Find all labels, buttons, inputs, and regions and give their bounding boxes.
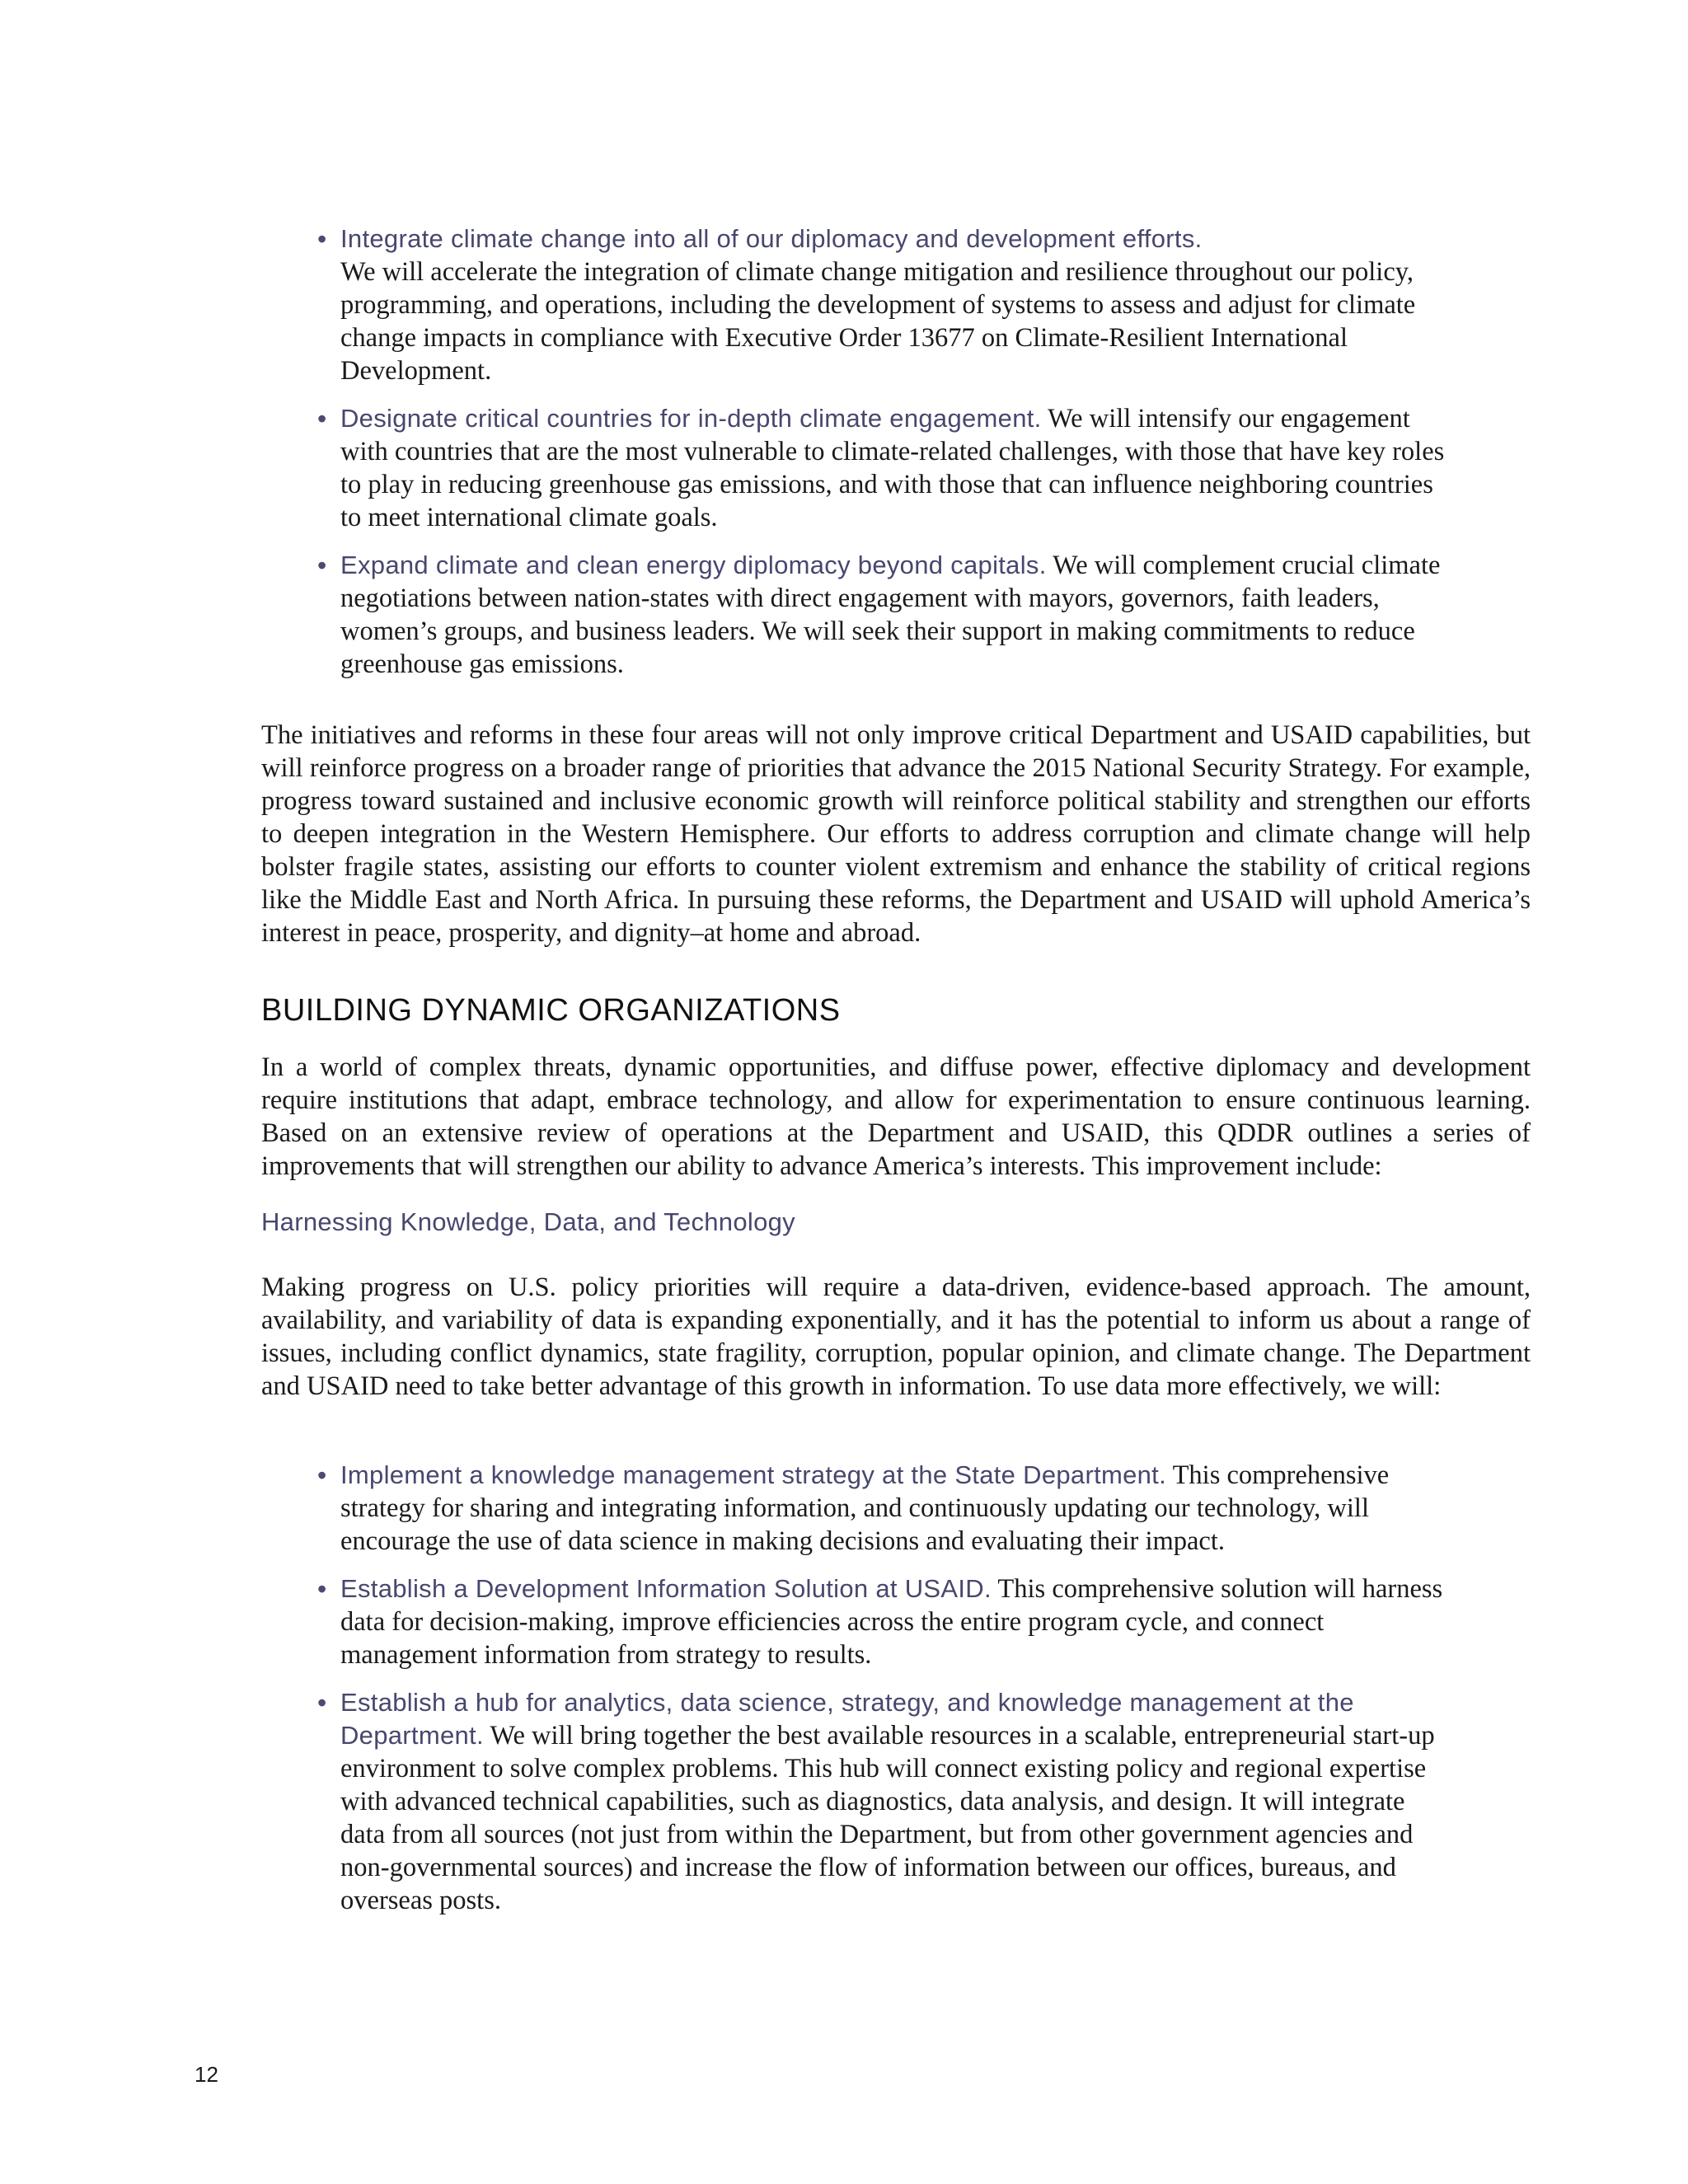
page-number: 12	[195, 2062, 218, 2087]
bullet-lead: Implement a knowledge management strategy at the State Department.	[340, 1460, 1167, 1489]
list-item	[317, 1686, 1455, 1917]
list-item	[317, 402, 1455, 534]
bullet-icon: •	[317, 1574, 327, 1604]
bullet-body: We will complement crucial climate negotiations between nation-states with direct engagement with mayors, governors, faith leaders, women’s groups, and business leaders. We will seek their support in making commitments to reduce greenhouse gas emissions.	[340, 551, 1441, 679]
bullet-icon: •	[317, 1688, 327, 1718]
bullet-lead: Integrate climate change into all of our diplomacy and development efforts.	[340, 224, 1203, 253]
bullet-icon: •	[317, 224, 327, 254]
bullet-body: This comprehensive strategy for sharing and integrating information, and continuously updating our technology, will encourage the use of data science in making decisions and evaluating their impact.	[340, 1460, 1390, 1556]
bullet-lead: Establish a Development Information Solution at USAID.	[340, 1574, 992, 1603]
climate-bullet-list	[317, 223, 1455, 696]
list-item	[317, 223, 1455, 387]
subsection-heading: Harnessing Knowledge, Data, and Technology	[261, 1207, 795, 1236]
list-item	[317, 1459, 1455, 1558]
bullet-lead: Establish a hub for analytics, data science, strategy, and knowledge management at the Department.	[340, 1688, 1354, 1750]
bullet-icon: •	[317, 1460, 327, 1490]
bullet-body: We will intensify our engagement with countries that are the most vulnerable to climate-related challenges, with those that have key roles to play in reducing greenhouse gas emissions, and with those that can influence neighboring countries to meet international climate goals.	[340, 404, 1445, 532]
section-heading: BUILDING DYNAMIC ORGANIZATIONS	[261, 993, 841, 1028]
bullet-icon: •	[317, 404, 327, 434]
bullet-lead: Designate critical countries for in-depth climate engagement.	[340, 404, 1042, 433]
data-bullet-list	[317, 1459, 1455, 1932]
list-item	[317, 549, 1455, 681]
bullet-body: We will accelerate the integration of climate change mitigation and resilience throughout our policy, programming, and operations, including the development of systems to assess and adjust for climate change impacts in compliance with Executive Order 13677 on Climate-Resilient International Development.	[340, 257, 1416, 386]
bullet-body: We will bring together the best available resources in a scalable, entrepreneurial start-up environment to solve complex problems. This hub will connect existing policy and regional expertise with advanced technical capabilities, such as diagnostics, data analysis, and design. It will integrate data from all sources (not just from within the Department, but from other government agencies and non-governmental sources) and increase the flow of information between our offices, bureaus, and overseas posts.	[340, 1721, 1435, 1915]
progress-paragraph: Making progress on U.S. policy priorities will require a data-driven, evidence-based approach. The amount, availability, and variability of data is expanding exponentially, and it has the potential to inform us about a range of issues, including conflict dynamics, state fragility, corruption, popular opinion, and climate change. The Department and USAID need to take better advantage of this growth in information. To use data more effectively, we will:	[261, 1272, 1531, 1401]
bullet-body: This comprehensive solution will harness data for decision-making, improve efficiencies across the entire program cycle, and connect management information from strategy to results.	[340, 1574, 1443, 1670]
list-item	[317, 1572, 1455, 1671]
bullet-icon: •	[317, 551, 327, 580]
world-paragraph: In a world of complex threats, dynamic opportunities, and diffuse power, effective diplomacy and development require institutions that adapt, embrace technology, and allow for experimentation to ensure continuous learning. Based on an extensive review of operations at the Department and USAID, this QDDR outlines a series of improvements that will strengthen our ability to advance America’s interests. This improvement include:	[261, 1052, 1531, 1181]
initiatives-paragraph: The initiatives and reforms in these four areas will not only improve critical Department and USAID capabilities, but will reinforce progress on a broader range of priorities that advance the 2015 National Security Strategy. For example, progress toward sustained and inclusive economic growth will reinforce political stability and strengthen our efforts to deepen integration in the Western Hemisphere. Our efforts to address corruption and climate change will help bolster fragile states, assisting our efforts to counter violent extremism and enhance the stability of critical regions like the Middle East and North Africa. In pursuing these reforms, the Department and USAID will uphold America’s interest in peace, prosperity, and dignity–at home and abroad.	[261, 720, 1531, 948]
bullet-lead: Expand climate and clean energy diplomacy beyond capitals.	[340, 551, 1047, 579]
